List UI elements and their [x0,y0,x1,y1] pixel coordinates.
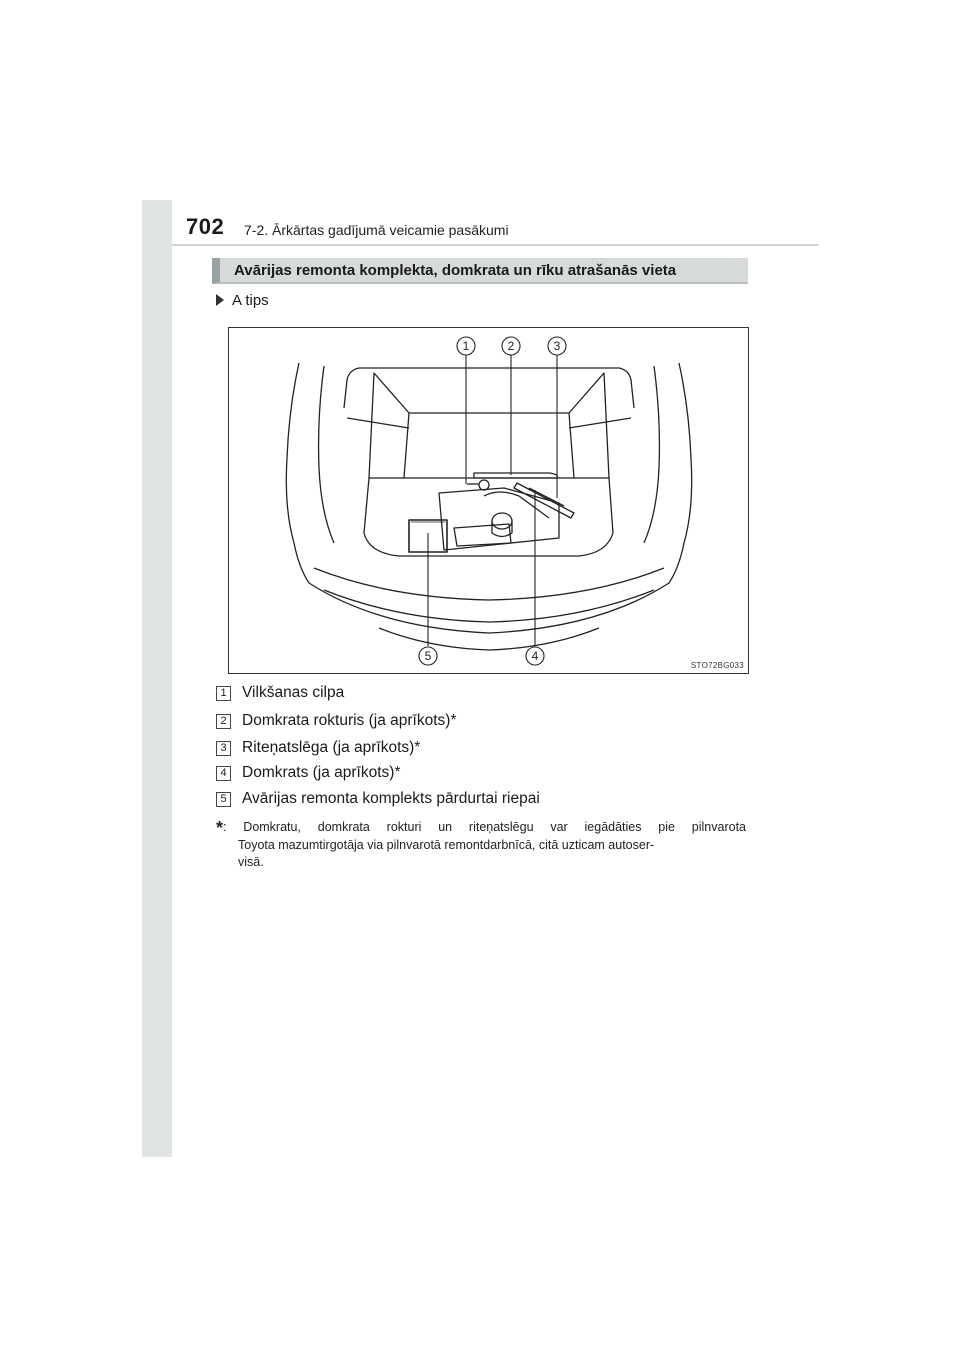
legend-text: Riteņatslēga (ja aprīkots)* [242,739,421,756]
legend-item [216,790,540,808]
legend-item [216,684,344,702]
footnote-line-3: visā. [238,855,264,869]
footnote-line-2: Toyota mazumtirgotāja via pilnvarotā remontdarbnīcā, citā uzticam autoser- [238,838,655,852]
legend-text: Avārijas remonta komplekts pārdurtai riepai [242,790,540,807]
legend-item [216,764,400,782]
figure-code: STO72BG033 [690,661,744,670]
section-heading-text: Avārijas remonta komplekta, domkrata un rīku atrašanās vieta [234,262,677,279]
footnote-line-1: : Domkratu, domkrata rokturi un riteņatslēgu var iegādāties pie pilnvarota [223,820,746,834]
trunk-drawing [229,328,748,673]
legend-number-badge: 3 [216,741,231,756]
legend-item [216,712,456,730]
triangle-bullet-icon [216,294,224,306]
chapter-title: 7-2. Ārkārtas gadījumā veicamie pasākumi [244,222,509,238]
section-heading [212,258,748,284]
callout-3: 3 [553,339,561,353]
legend-text: Vilkšanas cilpa [242,684,345,701]
legend-number-badge: 5 [216,792,231,807]
callout-4: 4 [531,649,539,663]
page-number: 702 [186,214,225,239]
header-rule [172,244,819,246]
legend-text: Domkrata rokturis (ja aprīkots)* [242,712,457,729]
type-label-text: A tips [232,292,269,309]
legend-number-badge: 1 [216,686,231,701]
type-label [216,292,269,309]
legend-text: Domkrats (ja aprīkots)* [242,764,401,781]
trunk-illustration [228,327,749,674]
footnote-marker: * [216,818,224,838]
callout-5: 5 [424,649,432,663]
legend-number-badge: 4 [216,766,231,781]
footnote [216,819,746,871]
side-band [142,200,172,1157]
legend-number-badge: 2 [216,714,231,729]
callout-1: 1 [462,339,470,353]
callout-2: 2 [507,339,515,353]
legend-item [216,739,420,757]
